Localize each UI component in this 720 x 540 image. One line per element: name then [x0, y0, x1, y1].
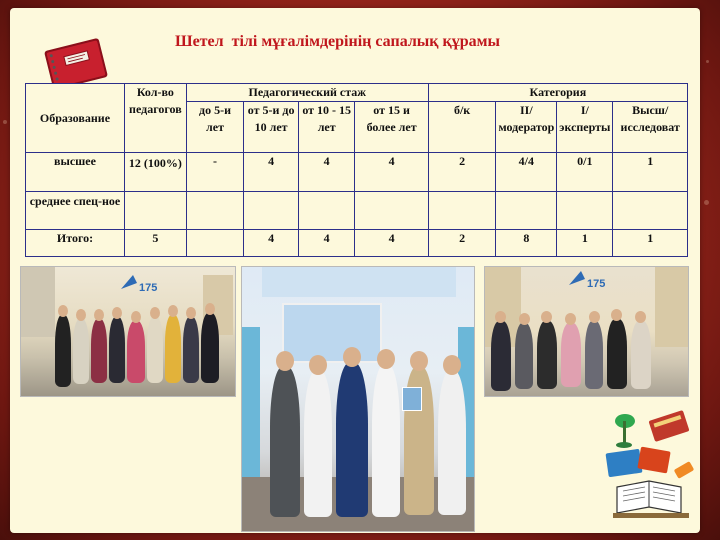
group-photo-1 [20, 266, 236, 397]
table-cell: 2 [428, 230, 496, 257]
row-label: Итого: [26, 230, 125, 257]
table-cell: 1 [613, 230, 688, 257]
header-category: Категория [428, 84, 687, 102]
table-cell [244, 192, 299, 230]
table-row [26, 192, 688, 230]
anniversary-sign-icon [567, 269, 609, 291]
subheader-cell: от 5-и до 10 лет [244, 102, 299, 153]
table-row [26, 230, 688, 257]
table-cell: 4 [244, 230, 299, 257]
table-cell [298, 192, 355, 230]
table-row [26, 153, 688, 192]
table-header-row [26, 84, 688, 102]
subheader-cell: от 10 - 15 лет [298, 102, 355, 153]
table-cell: 4 [355, 230, 428, 257]
group-photo-3 [484, 266, 689, 397]
table-cell [355, 192, 428, 230]
header-count: Кол-во педагогов [124, 84, 186, 153]
slide-title: Шетел тілі мұғалімдерінің сапалық құрамы [175, 33, 501, 50]
subheader-cell: II/модератор [496, 102, 557, 153]
subheader-cell: от 15 и более лет [355, 102, 428, 153]
row-count [124, 192, 186, 230]
table-cell: 4 [298, 153, 355, 192]
table-cell [496, 192, 557, 230]
table-cell: 2 [428, 153, 496, 192]
header-education: Образование [26, 84, 125, 153]
table-cell: 1 [557, 230, 613, 257]
row-count: 5 [124, 230, 186, 257]
desk-lamp-books-icon [603, 405, 699, 525]
subheader-cell: б/к [428, 102, 496, 153]
group-photo-2 [241, 266, 475, 532]
subheader-cell: I/эксперты [557, 102, 613, 153]
subheader-cell: Высш/исследоват [613, 102, 688, 153]
table-cell [557, 192, 613, 230]
row-count: 12 (100%) [124, 153, 186, 192]
row-label: среднее спец-ное [26, 192, 125, 230]
table-cell: 1 [613, 153, 688, 192]
photo-sign-text: 175 [139, 282, 158, 294]
photo-sign-text: 175 [587, 278, 606, 290]
anniversary-sign-icon [119, 271, 161, 295]
table-cell [613, 192, 688, 230]
table-cell: 4 [244, 153, 299, 192]
table-cell: 0/1 [557, 153, 613, 192]
header-experience: Педагогический стаж [186, 84, 428, 102]
background-speck [3, 120, 7, 124]
table-cell [428, 192, 496, 230]
table-cell: 4/4 [496, 153, 557, 192]
table-cell: 4 [298, 230, 355, 257]
table-cell: 8 [496, 230, 557, 257]
subheader-cell: до 5-и лет [186, 102, 244, 153]
table-cell: - [186, 153, 244, 192]
table-cell [186, 230, 244, 257]
qualification-table [25, 83, 688, 257]
table-cell [186, 192, 244, 230]
background-speck [706, 60, 709, 63]
background-speck [704, 200, 709, 205]
row-label: высшее [26, 153, 125, 192]
table-cell: 4 [355, 153, 428, 192]
